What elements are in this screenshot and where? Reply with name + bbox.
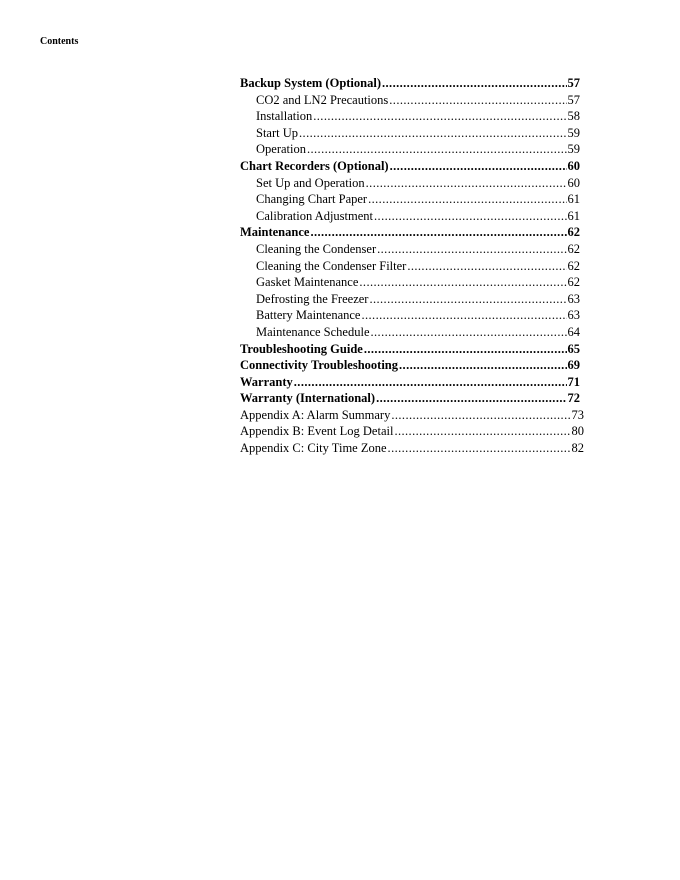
toc-entry-sub[interactable] (240, 141, 580, 158)
toc-entry-label: Troubleshooting Guide (240, 341, 363, 356)
toc-entry-label: Installation (256, 109, 313, 124)
toc-entry-label: Calibration Adjustment (256, 208, 374, 223)
toc-entry-page-number: 82 (571, 441, 584, 456)
toc-dot-leader (368, 191, 566, 208)
toc-dot-leader (407, 258, 566, 275)
toc-entry-appendix[interactable] (240, 423, 584, 440)
toc-entry-label: CO2 and LN2 Precautions (256, 92, 389, 107)
toc-entry-page-number: 80 (571, 424, 584, 439)
toc-entry-appendix[interactable] (240, 407, 584, 424)
toc-entry-sub[interactable] (240, 274, 580, 291)
toc-entry-main[interactable] (240, 390, 580, 407)
toc-entry-page-number: 59 (567, 125, 580, 140)
toc-entry-page-number: 62 (567, 241, 580, 256)
toc-entry-page-number: 69 (567, 358, 580, 373)
toc-entry-label: Changing Chart Paper (256, 192, 368, 207)
page-header-title: Contents (40, 36, 79, 47)
toc-dot-leader (374, 208, 566, 225)
toc-dot-leader (371, 324, 567, 341)
toc-dot-leader (390, 158, 567, 175)
toc-entry-sub[interactable] (240, 241, 580, 258)
toc-entry-label: Warranty (International) (240, 391, 376, 406)
toc-dot-leader (369, 291, 566, 308)
toc-entry-sub[interactable] (240, 191, 580, 208)
toc-entry-sub[interactable] (240, 108, 580, 125)
toc-dot-leader (391, 407, 570, 424)
toc-entry-sub[interactable] (240, 208, 580, 225)
toc-dot-leader (294, 374, 567, 391)
toc-entry-page-number: 60 (567, 158, 580, 173)
toc-dot-leader (310, 224, 566, 241)
toc-entry-label: Appendix C: City Time Zone (240, 441, 387, 456)
toc-dot-leader (313, 108, 566, 125)
toc-entry-main[interactable] (240, 75, 580, 92)
toc-entry-label: Cleaning the Condenser (256, 241, 377, 256)
toc-entry-label: Battery Maintenance (256, 308, 361, 323)
toc-entry-label: Backup System (Optional) (240, 76, 381, 90)
toc-entry-page-number: 71 (567, 374, 580, 389)
toc-entry-page-number: 62 (567, 225, 580, 240)
toc-entry-label: Maintenance Schedule (256, 324, 370, 339)
toc-dot-leader (399, 357, 566, 374)
table-of-contents (240, 75, 584, 457)
toc-dot-leader (364, 341, 567, 358)
toc-entry-main[interactable] (240, 341, 580, 358)
toc-entry-sub[interactable] (240, 307, 580, 324)
toc-entry-sub[interactable] (240, 291, 580, 308)
toc-entry-page-number: 73 (571, 407, 584, 422)
toc-entry-sub[interactable] (240, 258, 580, 275)
toc-dot-leader (361, 307, 566, 324)
toc-entry-page-number: 65 (567, 341, 580, 356)
toc-entry-label: Connectivity Troubleshooting (240, 358, 399, 373)
toc-entry-page-number: 63 (567, 308, 580, 323)
toc-dot-leader (376, 390, 566, 407)
toc-entry-sub[interactable] (240, 125, 580, 142)
toc-entry-page-number: 61 (567, 192, 580, 207)
toc-entry-main[interactable] (240, 158, 580, 175)
toc-entry-label: Appendix B: Event Log Detail (240, 424, 394, 439)
toc-dot-leader (394, 423, 570, 440)
toc-entry-page-number: 57 (567, 92, 580, 107)
toc-entry-label: Defrosting the Freezer (256, 291, 369, 306)
toc-dot-leader (299, 125, 566, 142)
toc-entry-page-number: 61 (567, 208, 580, 223)
toc-entry-label: Start Up (256, 125, 299, 140)
toc-entry-label: Warranty (240, 374, 293, 389)
toc-entry-label: Appendix A: Alarm Summary (240, 407, 391, 422)
toc-dot-leader (307, 141, 567, 158)
toc-entry-main[interactable] (240, 224, 580, 241)
toc-dot-leader (359, 274, 566, 291)
toc-entry-label: Cleaning the Condenser Filter (256, 258, 407, 273)
toc-entry-page-number: 58 (567, 109, 580, 124)
toc-entry-page-number: 72 (567, 391, 580, 406)
toc-entry-page-number: 59 (567, 142, 580, 157)
toc-entry-page-number: 63 (567, 291, 580, 306)
toc-dot-leader (366, 175, 567, 192)
toc-entry-page-number: 60 (567, 175, 580, 190)
toc-entry-label: Maintenance (240, 225, 310, 240)
toc-entry-sub[interactable] (240, 92, 580, 109)
toc-entry-label: Set Up and Operation (256, 175, 365, 190)
toc-entry-label: Gasket Maintenance (256, 275, 359, 290)
toc-dot-leader (389, 92, 566, 109)
toc-entry-appendix[interactable] (240, 440, 584, 457)
toc-entry-page-number: 64 (567, 324, 580, 339)
toc-entry-sub[interactable] (240, 175, 580, 192)
toc-entry-page-number: 62 (567, 258, 580, 273)
toc-entry-sub[interactable] (240, 324, 580, 341)
toc-entry-main[interactable] (240, 374, 580, 391)
toc-entry-label: Chart Recorders (Optional) (240, 158, 389, 173)
toc-dot-leader (388, 440, 571, 457)
toc-entry-page-number: 57 (567, 76, 580, 90)
toc-dot-leader (377, 241, 566, 258)
toc-entry-page-number: 62 (567, 275, 580, 290)
toc-entry-label: Operation (256, 142, 306, 157)
toc-entry-main[interactable] (240, 357, 580, 374)
toc-dot-leader (382, 75, 567, 92)
